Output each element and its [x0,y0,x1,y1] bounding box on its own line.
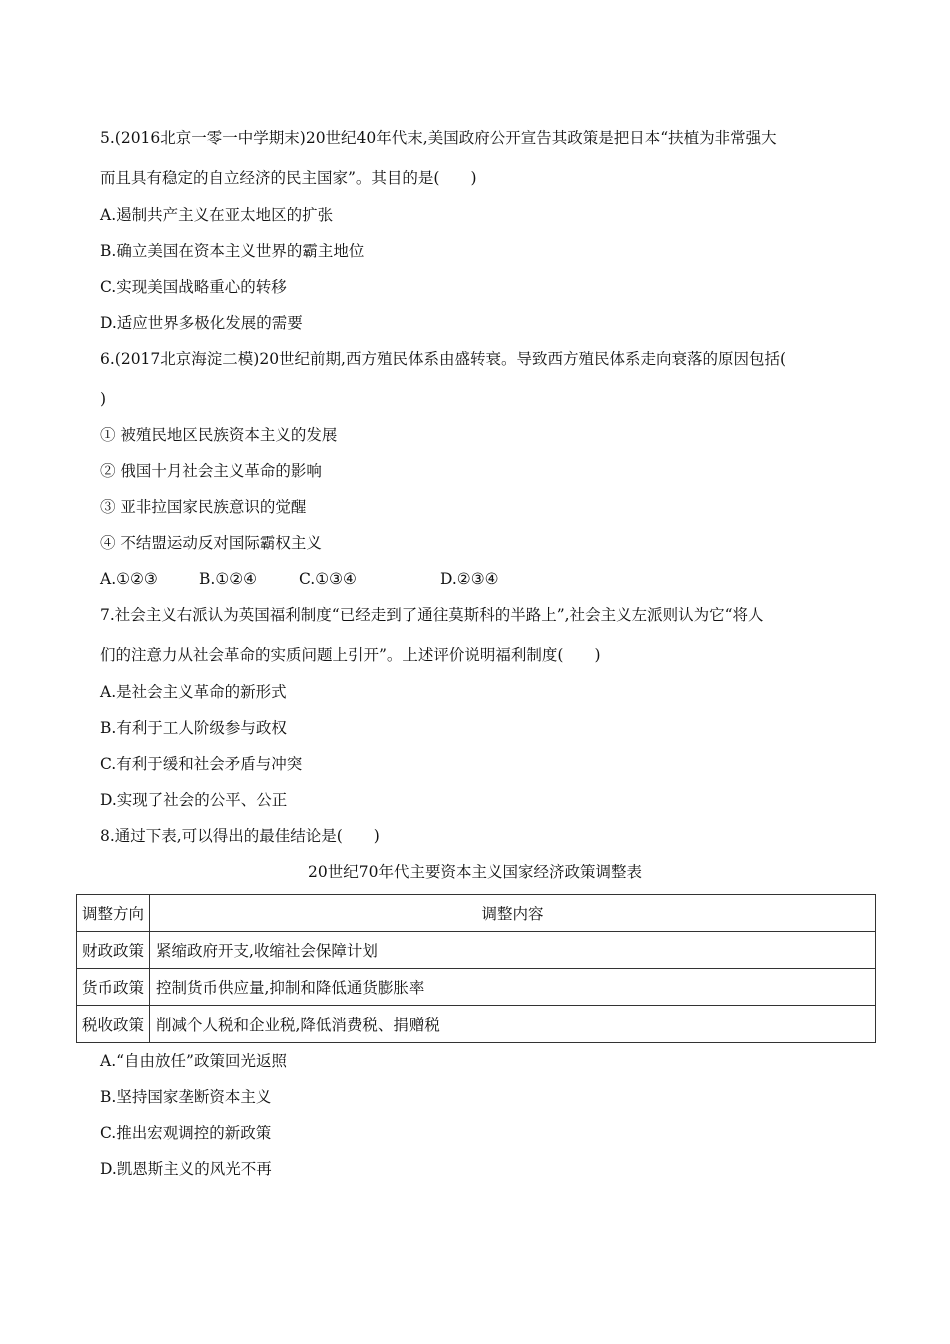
q7-stem-line2: 们的注意力从社会革命的实质问题上引开”。上述评价说明福利制度( ) [100,646,601,664]
q5-option-b: B.确立美国在资本主义世界的霸主地位 [100,242,365,260]
q6-choice-b: B.①②④ [199,570,258,588]
table-row [77,932,876,969]
q8-option-c: C.推出宏观调控的新政策 [100,1124,272,1142]
q6-choice-d: D.②③④ [440,570,499,588]
q6-stem-line2: ) [100,390,107,408]
q7-stem-line1: 7.社会主义右派认为英国福利制度“已经走到了通往莫斯科的半路上”,社会主义左派则认为它“将人 [100,606,764,624]
q6-stem-line1: 6.(2017北京海淀二模)20世纪前期,西方殖民体系由盛转衰。导致西方殖民体系走向衰落的原因包括( [100,350,787,368]
table-cell-direction: 税收政策 [77,1006,150,1043]
q7-option-b: B.有利于工人阶级参与政权 [100,719,287,737]
q7-option-a: A.是社会主义革命的新形式 [100,683,287,701]
q8-stem: 8.通过下表,可以得出的最佳结论是( ) [100,827,380,845]
q6-item-4: ④ 不结盟运动反对国际霸权主义 [100,534,322,552]
table-title: 20世纪70年代主要资本主义国家经济政策调整表 [308,863,642,881]
q5-option-a: A.遏制共产主义在亚太地区的扩张 [100,206,334,224]
q6-choice-a: A.①②③ [100,570,158,588]
q5-option-d: D.适应世界多极化发展的需要 [100,314,303,332]
q5-option-c: C.实现美国战略重心的转移 [100,278,287,296]
policy-table [76,894,876,1043]
table-cell-direction: 财政政策 [77,932,150,969]
q8-option-a: A.“自由放任”政策回光返照 [100,1052,287,1070]
q8-option-b: B.坚持国家垄断资本主义 [100,1088,272,1106]
table-cell-direction: 货币政策 [77,969,150,1006]
q6-item-3: ③ 亚非拉国家民族意识的觉醒 [100,498,307,516]
table-header-content: 调整内容 [150,895,876,932]
q7-option-d: D.实现了社会的公平、公正 [100,791,288,809]
q5-stem-line2: 而且具有稳定的自立经济的民主国家”。其目的是( ) [100,169,477,187]
table-row [77,1006,876,1043]
q6-choice-c: C.①③④ [299,570,357,588]
q6-item-1: ① 被殖民地区民族资本主义的发展 [100,426,338,444]
q5-stem-line1: 5.(2016北京一零一中学期末)20世纪40年代末,美国政府公开宣告其政策是把日本“扶植为非常强大 [100,129,777,147]
q8-option-d: D.凯恩斯主义的风光不再 [100,1160,272,1178]
q6-item-2: ② 俄国十月社会主义革命的影响 [100,462,322,480]
table-header-direction: 调整方向 [77,895,150,932]
table-cell-content: 控制货币供应量,抑制和降低通货膨胀率 [150,969,876,1006]
q7-option-c: C.有利于缓和社会矛盾与冲突 [100,755,303,773]
table-cell-content: 削减个人税和企业税,降低消费税、捐赠税 [150,1006,876,1043]
table-header-row [77,895,876,932]
table-row [77,969,876,1006]
table-cell-content: 紧缩政府开支,收缩社会保障计划 [150,932,876,969]
